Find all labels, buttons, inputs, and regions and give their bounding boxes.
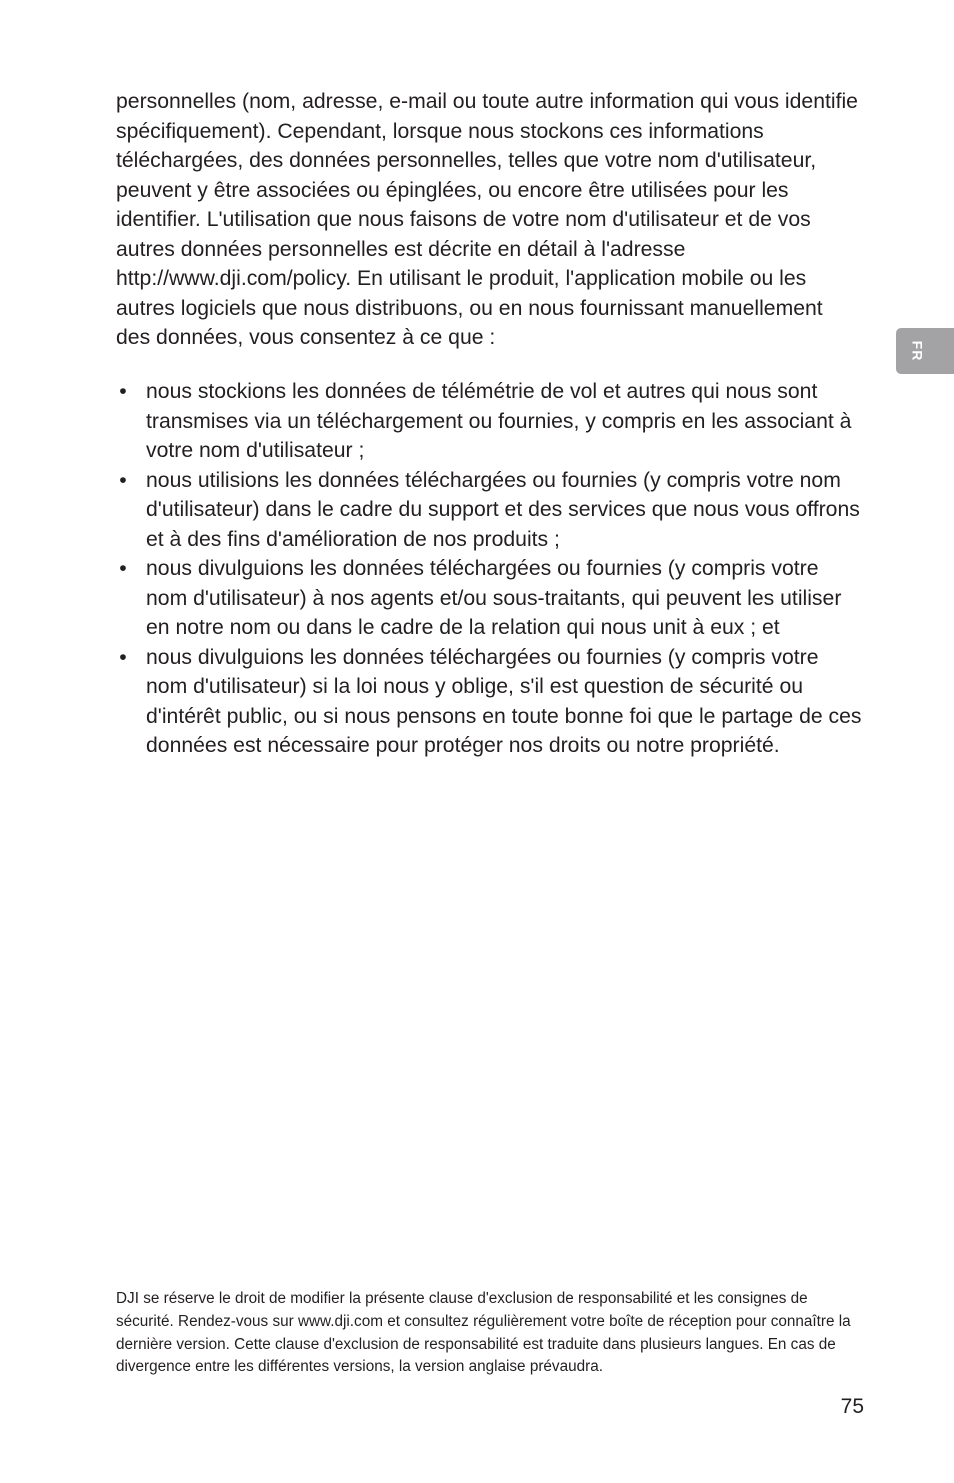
list-item-text: nous divulguions les données téléchargées ou fournies (y compris votre nom d'utilisateur) à nos agents et/ou sous-traitants, qui peuvent les utiliser en notre nom ou dans le cadre de la relation qui nous unit à eux ; et [146, 557, 842, 639]
page-number: 75 [840, 1395, 864, 1418]
bullet-icon: • [119, 557, 127, 580]
list-item [116, 643, 862, 761]
list-item-text: nous stockions les données de télémétrie de vol et autres qui nous sont transmises via un téléchargement ou fournies, y compris en les associant à votre nom d'utilisateur ; [146, 380, 852, 462]
list-item [116, 554, 862, 643]
disclaimer-footer-note: DJI se réserve le droit de modifier la présente clause d'exclusion de responsabilité et les consignes de sécurité. Rendez-vous sur www.dji.com et consultez régulièrement votre boîte de réception pour connaître la dernière version. Cette clause d'exclusion de responsabilité est traduite dans plusieurs langues. En cas de divergence entre les différentes versions, la version anglaise prévaudra. [116, 1290, 851, 1376]
language-tab [896, 328, 954, 374]
language-tab-label: FR [908, 340, 925, 362]
list-item-text: nous divulguions les données téléchargées ou fournies (y compris votre nom d'utilisateur) si la loi nous y oblige, s'il est question de sécurité ou d'intérêt public, ou si nous pensons en toute bonne foi que le partage de ces données est nécessaire pour protéger nos droits ou notre propriété. [146, 645, 862, 757]
list-item [116, 466, 862, 555]
consent-bullet-list [116, 377, 862, 761]
list-item-text: nous utilisions les données téléchargées ou fournies (y compris votre nom d'utilisateur) dans le cadre du support et des services que nous vous offrons et à des fins d'amélioration de nos produits ; [146, 468, 860, 551]
bullet-icon: • [119, 380, 127, 403]
list-item [116, 377, 862, 466]
bullet-icon: • [119, 645, 127, 669]
bullet-icon: • [119, 468, 127, 492]
intro-paragraph: personnelles (nom, adresse, e-mail ou toute autre information qui vous identifie spécifiquement). Cependant, lorsque nous stockons ces informations téléchargées, des données personnelles, telles que votre nom d'utilisateur, peuvent y être associées ou épinglées, ou encore être utilisées pour les identifier. L'utilisation que nous faisons de votre nom d'utilisateur et de vos autres données personnelles est décrite en détail à l'adresse http://www.dji.com/policy. En utilisant le produit, l'application mobile ou les autres logiciels que nous distribuons, ou en nous fournissant manuellement des données, vous consentez à ce que : [116, 90, 858, 349]
